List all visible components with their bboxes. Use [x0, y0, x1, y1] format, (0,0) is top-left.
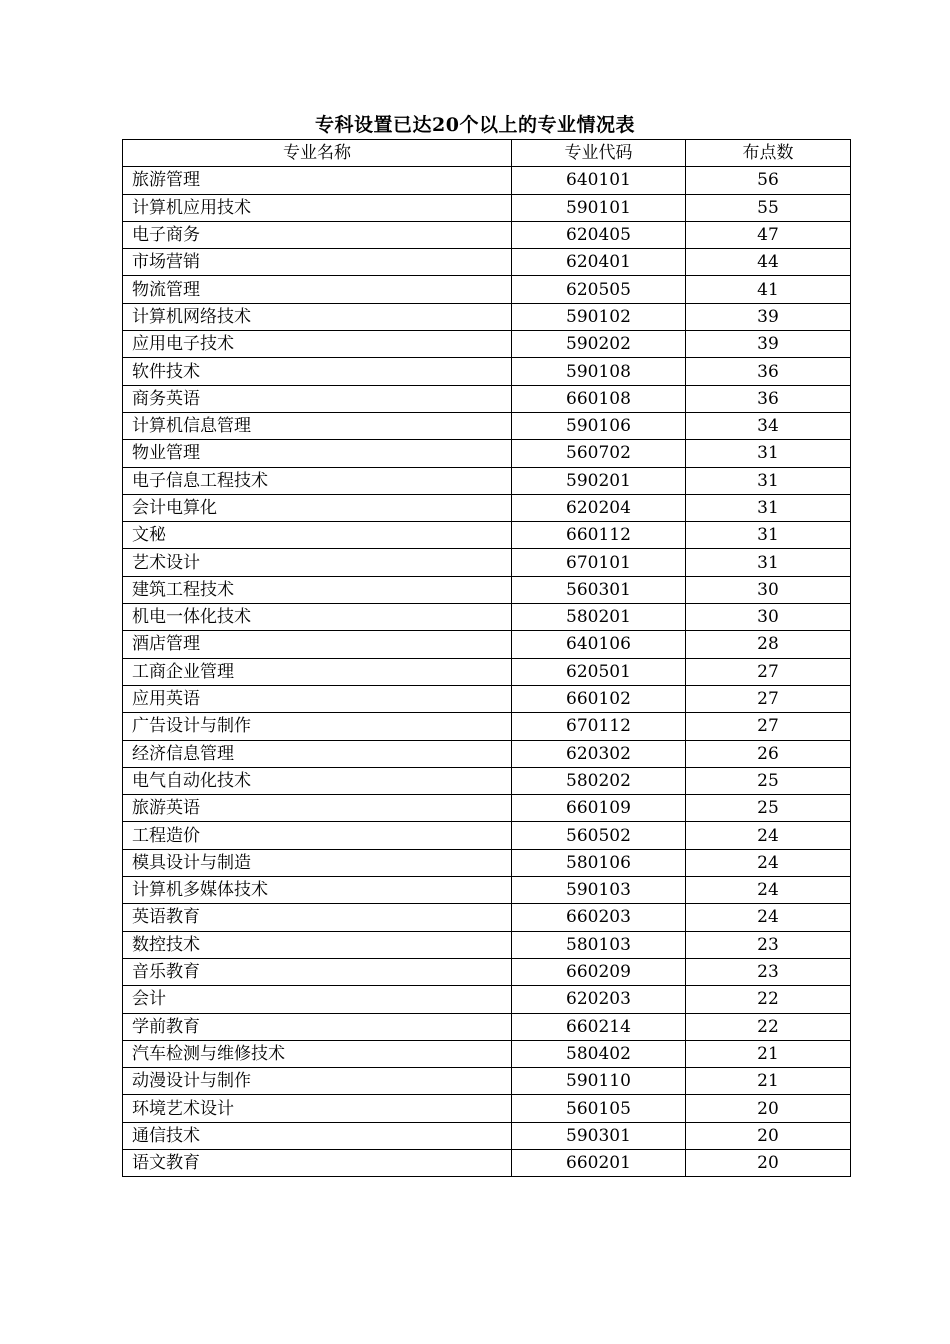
table-row	[123, 522, 851, 549]
major-code-cell: 580106	[512, 849, 686, 876]
major-code-cell: 580103	[512, 931, 686, 958]
site-count-cell: 22	[686, 1013, 851, 1040]
table-row	[123, 849, 851, 876]
major-code-cell: 620204	[512, 494, 686, 521]
table-row	[123, 1095, 851, 1122]
table-row	[123, 1040, 851, 1067]
site-count-cell: 22	[686, 986, 851, 1013]
header-major-code: 专业代码	[512, 140, 686, 167]
site-count-cell: 27	[686, 713, 851, 740]
table-row	[123, 358, 851, 385]
major-name-cell: 语文教育	[123, 1149, 512, 1176]
table-row	[123, 167, 851, 194]
major-name-cell: 工商企业管理	[123, 658, 512, 685]
table-row	[123, 1122, 851, 1149]
table-row	[123, 958, 851, 985]
table-row	[123, 904, 851, 931]
site-count-cell: 24	[686, 849, 851, 876]
table-row	[123, 1149, 851, 1176]
table-header	[123, 140, 851, 167]
major-code-cell: 590202	[512, 331, 686, 358]
table-row	[123, 631, 851, 658]
table-row	[123, 440, 851, 467]
site-count-cell: 55	[686, 194, 851, 221]
site-count-cell: 30	[686, 604, 851, 631]
major-code-cell: 660109	[512, 795, 686, 822]
major-name-cell: 艺术设计	[123, 549, 512, 576]
major-code-cell: 590301	[512, 1122, 686, 1149]
table-body	[123, 167, 851, 1177]
major-name-cell: 市场营销	[123, 249, 512, 276]
site-count-cell: 24	[686, 822, 851, 849]
table-row	[123, 412, 851, 439]
site-count-cell: 23	[686, 931, 851, 958]
header-site-count: 布点数	[686, 140, 851, 167]
table-row	[123, 331, 851, 358]
major-code-cell: 660214	[512, 1013, 686, 1040]
site-count-cell: 25	[686, 795, 851, 822]
major-code-cell: 620405	[512, 221, 686, 248]
site-count-cell: 20	[686, 1095, 851, 1122]
site-count-cell: 34	[686, 412, 851, 439]
table-row	[123, 576, 851, 603]
site-count-cell: 27	[686, 658, 851, 685]
table-row	[123, 740, 851, 767]
major-name-cell: 计算机多媒体技术	[123, 877, 512, 904]
site-count-cell: 25	[686, 767, 851, 794]
major-code-cell: 620505	[512, 276, 686, 303]
header-row	[123, 140, 851, 167]
major-name-cell: 物业管理	[123, 440, 512, 467]
major-code-cell: 560502	[512, 822, 686, 849]
major-code-cell: 590101	[512, 194, 686, 221]
major-name-cell: 机电一体化技术	[123, 604, 512, 631]
major-code-cell: 620401	[512, 249, 686, 276]
major-name-cell: 汽车检测与维修技术	[123, 1040, 512, 1067]
major-name-cell: 数控技术	[123, 931, 512, 958]
major-code-cell: 640101	[512, 167, 686, 194]
major-name-cell: 建筑工程技术	[123, 576, 512, 603]
site-count-cell: 36	[686, 385, 851, 412]
major-name-cell: 模具设计与制造	[123, 849, 512, 876]
table-row	[123, 303, 851, 330]
major-name-cell: 物流管理	[123, 276, 512, 303]
site-count-cell: 31	[686, 440, 851, 467]
major-name-cell: 动漫设计与制作	[123, 1068, 512, 1095]
major-name-cell: 酒店管理	[123, 631, 512, 658]
site-count-cell: 21	[686, 1068, 851, 1095]
major-name-cell: 通信技术	[123, 1122, 512, 1149]
site-count-cell: 27	[686, 685, 851, 712]
site-count-cell: 24	[686, 904, 851, 931]
major-code-cell: 560702	[512, 440, 686, 467]
major-code-cell: 590201	[512, 467, 686, 494]
site-count-cell: 56	[686, 167, 851, 194]
majors-table	[122, 139, 851, 1177]
major-name-cell: 会计电算化	[123, 494, 512, 521]
site-count-cell: 20	[686, 1149, 851, 1176]
major-code-cell: 590102	[512, 303, 686, 330]
table-row	[123, 1013, 851, 1040]
page-title: 专科设置已达20个以上的专业情况表	[315, 114, 635, 136]
major-name-cell: 旅游管理	[123, 167, 512, 194]
table-row	[123, 221, 851, 248]
site-count-cell: 30	[686, 576, 851, 603]
major-code-cell: 670112	[512, 713, 686, 740]
table-row	[123, 822, 851, 849]
major-name-cell: 文秘	[123, 522, 512, 549]
major-name-cell: 音乐教育	[123, 958, 512, 985]
table-row	[123, 685, 851, 712]
site-count-cell: 39	[686, 331, 851, 358]
major-name-cell: 广告设计与制作	[123, 713, 512, 740]
site-count-cell: 44	[686, 249, 851, 276]
major-code-cell: 670101	[512, 549, 686, 576]
major-code-cell: 640106	[512, 631, 686, 658]
table-row	[123, 1068, 851, 1095]
major-name-cell: 软件技术	[123, 358, 512, 385]
major-code-cell: 590108	[512, 358, 686, 385]
major-code-cell: 590110	[512, 1068, 686, 1095]
major-name-cell: 旅游英语	[123, 795, 512, 822]
major-name-cell: 学前教育	[123, 1013, 512, 1040]
major-code-cell: 580402	[512, 1040, 686, 1067]
major-name-cell: 电气自动化技术	[123, 767, 512, 794]
site-count-cell: 41	[686, 276, 851, 303]
table-row	[123, 276, 851, 303]
site-count-cell: 26	[686, 740, 851, 767]
major-code-cell: 660209	[512, 958, 686, 985]
major-name-cell: 电子信息工程技术	[123, 467, 512, 494]
major-code-cell: 660112	[512, 522, 686, 549]
site-count-cell: 31	[686, 522, 851, 549]
major-code-cell: 580202	[512, 767, 686, 794]
major-name-cell: 环境艺术设计	[123, 1095, 512, 1122]
major-name-cell: 计算机应用技术	[123, 194, 512, 221]
major-code-cell: 660203	[512, 904, 686, 931]
table-row	[123, 604, 851, 631]
header-major-name: 专业名称	[123, 140, 512, 167]
table-row	[123, 549, 851, 576]
major-code-cell: 660108	[512, 385, 686, 412]
table-row	[123, 931, 851, 958]
major-code-cell: 620302	[512, 740, 686, 767]
table-row	[123, 767, 851, 794]
site-count-cell: 24	[686, 877, 851, 904]
major-name-cell: 计算机信息管理	[123, 412, 512, 439]
major-code-cell: 660201	[512, 1149, 686, 1176]
table-row	[123, 494, 851, 521]
major-name-cell: 经济信息管理	[123, 740, 512, 767]
table-row	[123, 194, 851, 221]
table-row	[123, 658, 851, 685]
table-row	[123, 385, 851, 412]
table-row	[123, 877, 851, 904]
major-name-cell: 应用英语	[123, 685, 512, 712]
table-row	[123, 467, 851, 494]
site-count-cell: 28	[686, 631, 851, 658]
site-count-cell: 47	[686, 221, 851, 248]
site-count-cell: 21	[686, 1040, 851, 1067]
site-count-cell: 31	[686, 549, 851, 576]
major-name-cell: 工程造价	[123, 822, 512, 849]
site-count-cell: 23	[686, 958, 851, 985]
site-count-cell: 31	[686, 467, 851, 494]
major-name-cell: 应用电子技术	[123, 331, 512, 358]
major-code-cell: 620501	[512, 658, 686, 685]
major-code-cell: 580201	[512, 604, 686, 631]
site-count-cell: 36	[686, 358, 851, 385]
major-name-cell: 计算机网络技术	[123, 303, 512, 330]
major-name-cell: 英语教育	[123, 904, 512, 931]
table-row	[123, 986, 851, 1013]
table-row	[123, 795, 851, 822]
site-count-cell: 20	[686, 1122, 851, 1149]
major-name-cell: 商务英语	[123, 385, 512, 412]
major-name-cell: 会计	[123, 986, 512, 1013]
major-code-cell: 590106	[512, 412, 686, 439]
site-count-cell: 31	[686, 494, 851, 521]
major-code-cell: 620203	[512, 986, 686, 1013]
major-code-cell: 560105	[512, 1095, 686, 1122]
table-row	[123, 713, 851, 740]
table-row	[123, 249, 851, 276]
site-count-cell: 39	[686, 303, 851, 330]
major-code-cell: 590103	[512, 877, 686, 904]
major-code-cell: 660102	[512, 685, 686, 712]
major-code-cell: 560301	[512, 576, 686, 603]
major-name-cell: 电子商务	[123, 221, 512, 248]
